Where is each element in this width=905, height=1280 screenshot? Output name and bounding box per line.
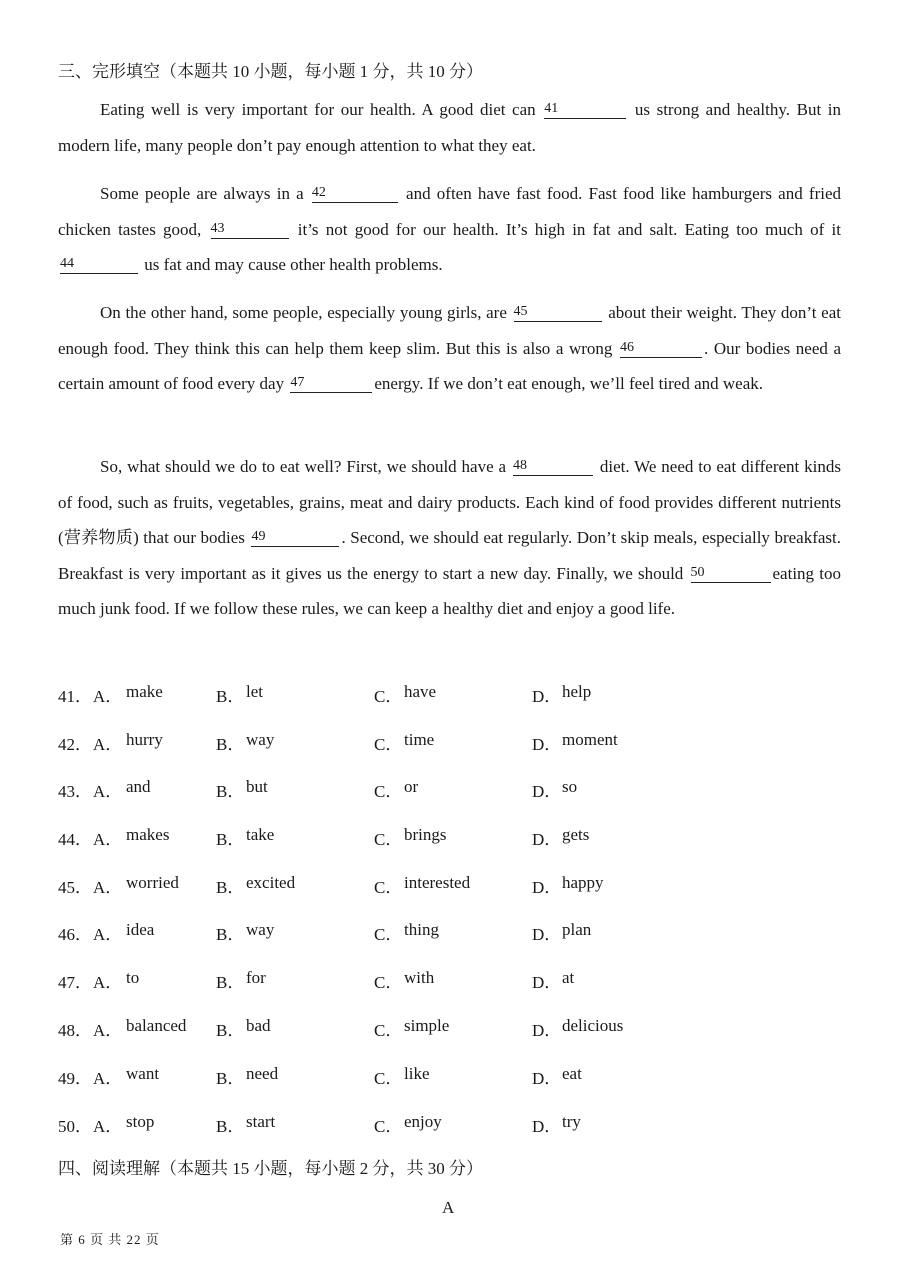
option-a: hurry [126, 730, 163, 749]
option-a: to [126, 968, 140, 987]
option-d: gets [562, 825, 590, 844]
option-d: help [562, 682, 592, 701]
question-number: 44． [58, 830, 92, 849]
page-footer: 第 6 页 共 22 页 [60, 1232, 160, 1247]
question-48 [0, 1016, 905, 1042]
question-number: 46． [58, 925, 92, 944]
option-b: bad [246, 1016, 271, 1035]
option-a: and [126, 777, 151, 796]
option-letter-c: C． [374, 925, 403, 944]
question-number: 43． [58, 782, 92, 801]
option-b: need [246, 1064, 279, 1083]
option-b: excited [246, 873, 296, 892]
option-letter-b: B． [216, 878, 245, 897]
question-47 [0, 968, 905, 994]
option-letter-a: A． [93, 1117, 123, 1136]
option-d: so [562, 777, 578, 796]
option-d: happy [562, 873, 604, 892]
option-letter-b: B． [216, 830, 245, 849]
option-b: way [246, 920, 275, 939]
question-46 [0, 920, 905, 946]
option-letter-d: D． [532, 973, 562, 992]
section-4-heading: 四、阅读理解（本题共 15 小题，每小题 2 分，共 30 分） [58, 1159, 483, 1178]
paragraph-3: On the other hand, some people, especially young girls, are 45 about their weight. They don’t eat enough food. They think this can help them keep slim. But this is also a wrong 46 . Our bodies need a certain amount of food every day 47 energy. If we don’t eat enough, we’ll feel tired and weak. [58, 303, 841, 394]
question-42 [0, 730, 905, 756]
option-letter-a: A． [93, 973, 123, 992]
option-a: makes [126, 825, 170, 844]
question-number: 47． [58, 973, 92, 992]
option-a: worried [126, 873, 179, 892]
option-b: take [246, 825, 275, 844]
option-letter-a: A． [93, 1069, 123, 1088]
option-c: enjoy [404, 1112, 442, 1131]
option-b: way [246, 730, 275, 749]
option-letter-d: D． [532, 830, 562, 849]
option-letter-a: A． [93, 878, 123, 897]
option-a: stop [126, 1112, 155, 1131]
option-d: try [562, 1112, 581, 1131]
question-number: 50． [58, 1117, 92, 1136]
option-letter-b: B． [216, 1021, 245, 1040]
blank-43: 43 [211, 220, 289, 239]
option-c: have [404, 682, 437, 701]
option-letter-a: A． [93, 1021, 123, 1040]
option-letter-d: D． [532, 878, 562, 897]
option-letter-a: A． [93, 925, 123, 944]
question-number: 45． [58, 878, 92, 897]
option-letter-a: A． [93, 735, 123, 754]
option-d: plan [562, 920, 592, 939]
blank-44: 44 [60, 255, 138, 274]
option-letter-d: D． [532, 782, 562, 801]
option-c: brings [404, 825, 447, 844]
option-letter-d: D． [532, 1021, 562, 1040]
option-a: make [126, 682, 163, 701]
option-letter-a: A． [93, 830, 123, 849]
option-d: at [562, 968, 575, 987]
option-b: start [246, 1112, 276, 1131]
question-45 [0, 873, 905, 899]
paragraph-1: Eating well is very important for our health. A good diet can 41 us strong and healthy. But in modern life, many people don’t pay enough attention to what they eat. [58, 100, 841, 155]
blank-41: 41 [544, 100, 626, 119]
option-letter-d: D． [532, 1069, 562, 1088]
option-c: with [404, 968, 435, 987]
blank-46: 46 [620, 339, 702, 358]
option-a: idea [126, 920, 155, 939]
question-41 [0, 682, 905, 708]
option-c: like [404, 1064, 430, 1083]
question-49 [0, 1064, 905, 1090]
option-b: but [246, 777, 268, 796]
option-d: eat [562, 1064, 582, 1083]
option-letter-c: C． [374, 830, 403, 849]
option-c: thing [404, 920, 439, 939]
question-number: 41． [58, 687, 92, 706]
paragraph-4: So, what should we do to eat well? First, we should have a 48 diet. We need to eat different kinds of food, such as fruits, vegetables, grains, meat and dairy products. Each kind of food provides different nutrients (营养物质) that our bodies 49 . Second, we should eat regularly. Don’t skip meals, especially breakfast. Breakfast is very important as it gives us the energy to start a new day. Finally, we should 50 eating too much junk food. If we follow these rules, we can keep a healthy diet and enjoy a good life. [58, 457, 841, 619]
option-letter-b: B． [216, 782, 245, 801]
passage-label: A [442, 1198, 455, 1217]
blank-42: 42 [312, 184, 398, 203]
question-44 [0, 825, 905, 851]
option-b: for [246, 968, 266, 987]
option-letter-b: B． [216, 687, 245, 706]
option-c: time [404, 730, 435, 749]
blank-47: 47 [290, 374, 372, 393]
blank-49: 49 [251, 528, 339, 547]
paragraph-2: Some people are always in a 42 and often have fast food. Fast food like hamburgers and fried chicken tastes good, 43 it’s not good for our health. It’s high in fat and salt. Eating too much of it 44 us fat and may cause other health problems. [58, 184, 841, 275]
question-43 [0, 777, 905, 803]
option-a: want [126, 1064, 160, 1083]
option-letter-c: C． [374, 687, 403, 706]
option-c: simple [404, 1016, 450, 1035]
option-letter-c: C． [374, 782, 403, 801]
option-letter-d: D． [532, 735, 562, 754]
option-letter-b: B． [216, 1069, 245, 1088]
option-d: moment [562, 730, 618, 749]
option-letter-b: B． [216, 1117, 245, 1136]
option-c: interested [404, 873, 471, 892]
option-letter-b: B． [216, 735, 245, 754]
option-d: delicious [562, 1016, 624, 1035]
option-letter-c: C． [374, 1069, 403, 1088]
question-50 [0, 1112, 905, 1138]
blank-50: 50 [691, 564, 771, 583]
option-c: or [404, 777, 419, 796]
option-letter-d: D． [532, 687, 562, 706]
question-number: 49． [58, 1069, 92, 1088]
option-letter-c: C． [374, 1021, 403, 1040]
question-number: 42． [58, 735, 92, 754]
option-letter-c: C． [374, 1117, 403, 1136]
option-letter-d: D． [532, 925, 562, 944]
option-letter-a: A． [93, 687, 123, 706]
option-letter-c: C． [374, 973, 403, 992]
option-letter-d: D． [532, 1117, 562, 1136]
option-letter-b: B． [216, 925, 245, 944]
blank-48: 48 [513, 457, 593, 476]
option-letter-a: A． [93, 782, 123, 801]
blank-45: 45 [514, 303, 602, 322]
question-number: 48． [58, 1021, 92, 1040]
option-letter-c: C． [374, 878, 403, 897]
section-3-heading: 三、完形填空（本题共 10 小题，每小题 1 分，共 10 分） [58, 62, 483, 81]
option-a: balanced [126, 1016, 187, 1035]
option-letter-b: B． [216, 973, 245, 992]
option-b: let [246, 682, 263, 701]
option-letter-c: C． [374, 735, 403, 754]
